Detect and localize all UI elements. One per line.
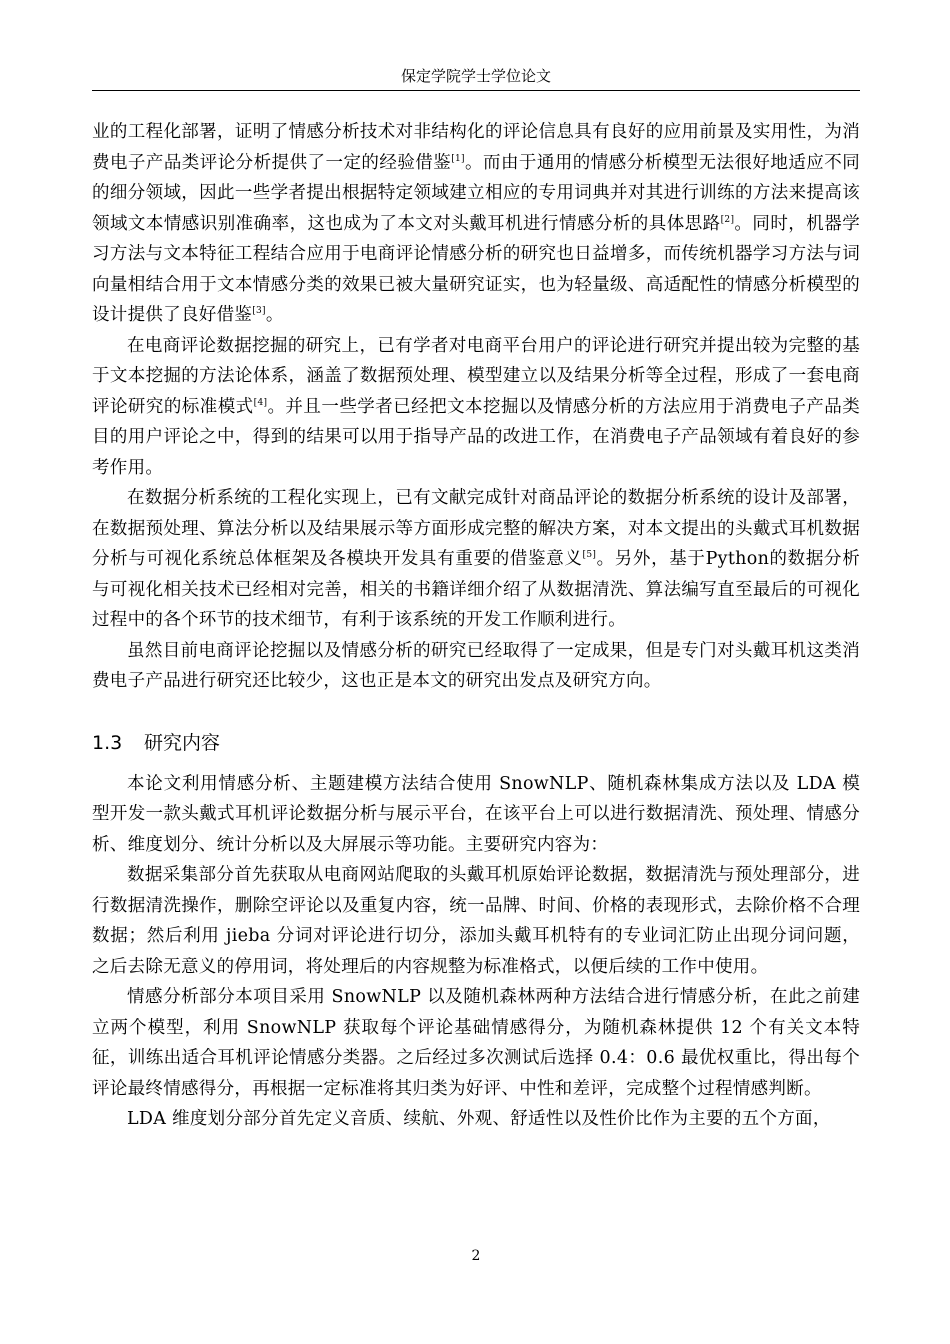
running-header: 保定学院学士学位论文 (400, 67, 551, 85)
section-heading (92, 727, 860, 759)
text-run: 在数据分析系统的工程化实现上，已有文献完成针对商品评论的数据分析系统的设计及部署，在数据预处理、算法分析以及结果展示等方面形成完整的解决方案，对本文提出的头戴式耳机数据分析与可视化系统总体框架及各模块开发具有重要的借鉴意义 (92, 488, 860, 569)
text-run: 。另外，基于Python的数据分析与可视化相关技术已经相对完善，相关的书籍详细介绍了从数据清洗、算法编写直至最后的可视化过程中的各个环节的技术细节，有利于该系统的开发工作顺利进行。 (92, 549, 860, 630)
citation-5: [5] (582, 550, 597, 560)
page-body (92, 117, 860, 1135)
text-run: 在电商评论数据挖掘的研究上，已有学者对电商平台用户的评论进行研究并提出较为完整的基于文本挖掘的方法论体系，涵盖了数据预处理、模型建立以及结果分析等全过程，形成了一套电商评论研究的标准模式 (92, 335, 860, 417)
text-run: 。并且一些学者已经把文本挖掘以及情感分析的方法应用于消费电子产品类目的用户评论之中，得到的结果可以用于指导产品的改进工作，在消费电子产品领域有着良好的参考作用。 (92, 396, 861, 478)
header-rule (92, 90, 860, 91)
citation-4: [4] (253, 397, 268, 408)
text-run: 。同时，机器学习方法与文本特征工程结合应用于电商评论情感分析的研究也日益增多，而传统机器学习方法与词向量相结合用于文本情感分类的效果已被大量研究证实，也为轻量级、高适配性的情感分析模型的设计提供了良好借鉴 (92, 213, 860, 325)
text-run: 。 (265, 305, 284, 325)
paragraph-2 (92, 331, 860, 484)
paragraph-4: 虽然目前电商评论挖掘以及情感分析的研究已经取得了一定成果，但是专门对头戴耳机这类消费电子产品进行研究还比较少，这也正是本文的研究出发点及研究方向。 (92, 640, 860, 691)
section-paragraph-2: 数据采集部分首先获取从电商网站爬取的头戴耳机原始评论数据，数据清洗与预处理部分，进行数据清洗操作，删除空评论以及重复内容，统一品牌、时间、价格的表现形式，去除价格不合理数据；然后利用 jieba 分词对评论进行切分，添加头戴耳机特有的专业词汇防止出现分词问题，之后去除无意义的停用词，将处理后的内容规整为标准格式，以便后续的工作中使用。 (92, 865, 860, 977)
text-run: 业的工程化部署，证明了情感分析技术对非结构化的评论信息具有良好的应用前景及实用性，为消费电子产品类评论分析提供了一定的经验借鉴 (92, 122, 860, 173)
section-paragraph-1: 本论文利用情感分析、主题建模方法结合使用 SnowNLP、随机森林集成方法以及 LDA 模型开发一款头戴式耳机评论数据分析与展示平台，在该平台上可以进行数据清洗、预处理、情感分析、维度划分、统计分析以及大屏展示等功能。主要研究内容为： (92, 773, 860, 855)
citation-3: [3] (252, 306, 266, 316)
section-number: 1.3 (92, 731, 123, 754)
paragraph-1 (92, 117, 860, 331)
section-title: 研究内容 (144, 731, 221, 754)
paragraph-3 (92, 483, 860, 636)
section-paragraph-4: LDA 维度划分部分首先定义音质、续航、外观、舒适性以及性价比作为主要的五个方面， (127, 1109, 831, 1129)
citation-2: [2] (720, 214, 735, 225)
text-run: 。而由于通用的情感分析模型无法很好地适应不同的细分领域，因此一些学者提出根据特定领域建立相应的专用词典并对其进行训练的方法来提高该领域文本情感识别准确率，这也成为了本文对头戴耳机进行情感分析的具体思路 (92, 152, 861, 234)
section-paragraph-3: 情感分析部分本项目采用 SnowNLP 以及随机森林两种方法结合进行情感分析，在此之前建立两个模型，利用 SnowNLP 获取每个评论基础情感得分，为随机森林提供 12 个有关文本特征，训练出适合耳机评论情感分类器。之后经过多次测试后选择 0.4：0.6 最优权重比，得出每个评论最终情感得分，再根据一定标准将其归类为好评、中性和差评，完成整个过程情感判断。 (92, 987, 860, 1099)
citation-1: [1] (451, 153, 465, 164)
page-number: 2 (471, 1248, 481, 1264)
